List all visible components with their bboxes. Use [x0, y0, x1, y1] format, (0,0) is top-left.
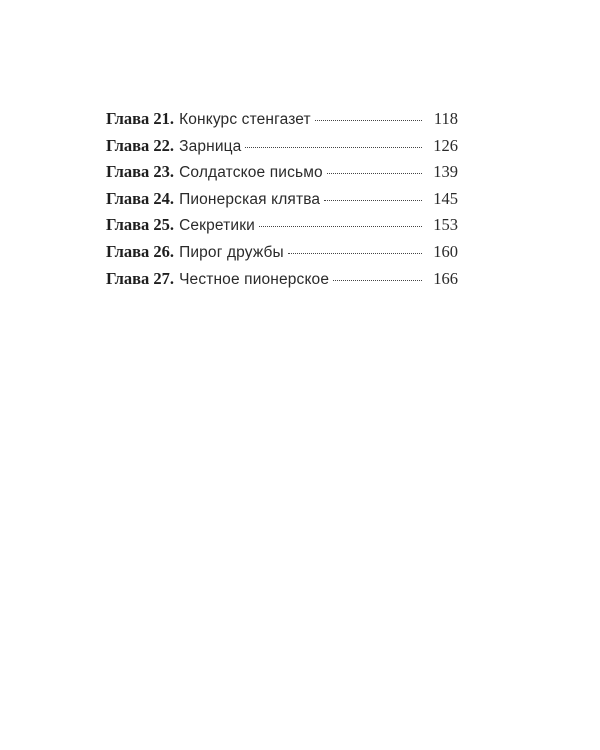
dot-leader — [324, 200, 422, 201]
page-number: 166 — [433, 268, 458, 288]
chapter-number: Глава 26. — [106, 241, 175, 261]
dot-leader — [315, 120, 422, 121]
chapter-title: Солдатское письмо — [179, 164, 323, 182]
toc-entry — [106, 136, 458, 163]
chapter-number: Глава 27. — [106, 268, 175, 288]
dot-leader — [327, 173, 422, 174]
chapter-number: Глава 23. — [106, 162, 175, 182]
page-number: 153 — [433, 215, 458, 235]
page-number: 118 — [433, 109, 458, 128]
chapter-title: Пирог дружбы — [179, 243, 284, 261]
chapter-title: Конкурс стенгазет — [179, 111, 311, 128]
dot-leader — [245, 147, 422, 148]
toc-entry — [106, 215, 458, 242]
dot-leader — [333, 280, 422, 281]
toc-entry — [106, 242, 458, 269]
toc-entry — [106, 189, 458, 216]
chapter-number: Глава 22. — [106, 135, 175, 155]
toc-entry — [106, 109, 458, 136]
chapter-title: Честное пионерское — [179, 270, 330, 288]
chapter-title: Зарница — [179, 137, 242, 155]
chapter-number: Глава 25. — [106, 215, 175, 235]
toc-entry — [106, 162, 458, 189]
dot-leader — [288, 253, 422, 254]
page-number: 145 — [433, 188, 458, 208]
chapter-number: Глава 24. — [106, 188, 175, 208]
page-number: 126 — [433, 135, 458, 155]
page-number: 160 — [433, 241, 458, 261]
chapter-title: Пионерская клятва — [179, 190, 321, 208]
chapter-title: Секретики — [179, 217, 255, 235]
toc-entry — [106, 269, 458, 296]
dot-leader — [259, 226, 422, 227]
chapter-number: Глава 21. — [106, 109, 175, 128]
table-of-contents — [106, 109, 458, 295]
page-number: 139 — [433, 162, 458, 182]
